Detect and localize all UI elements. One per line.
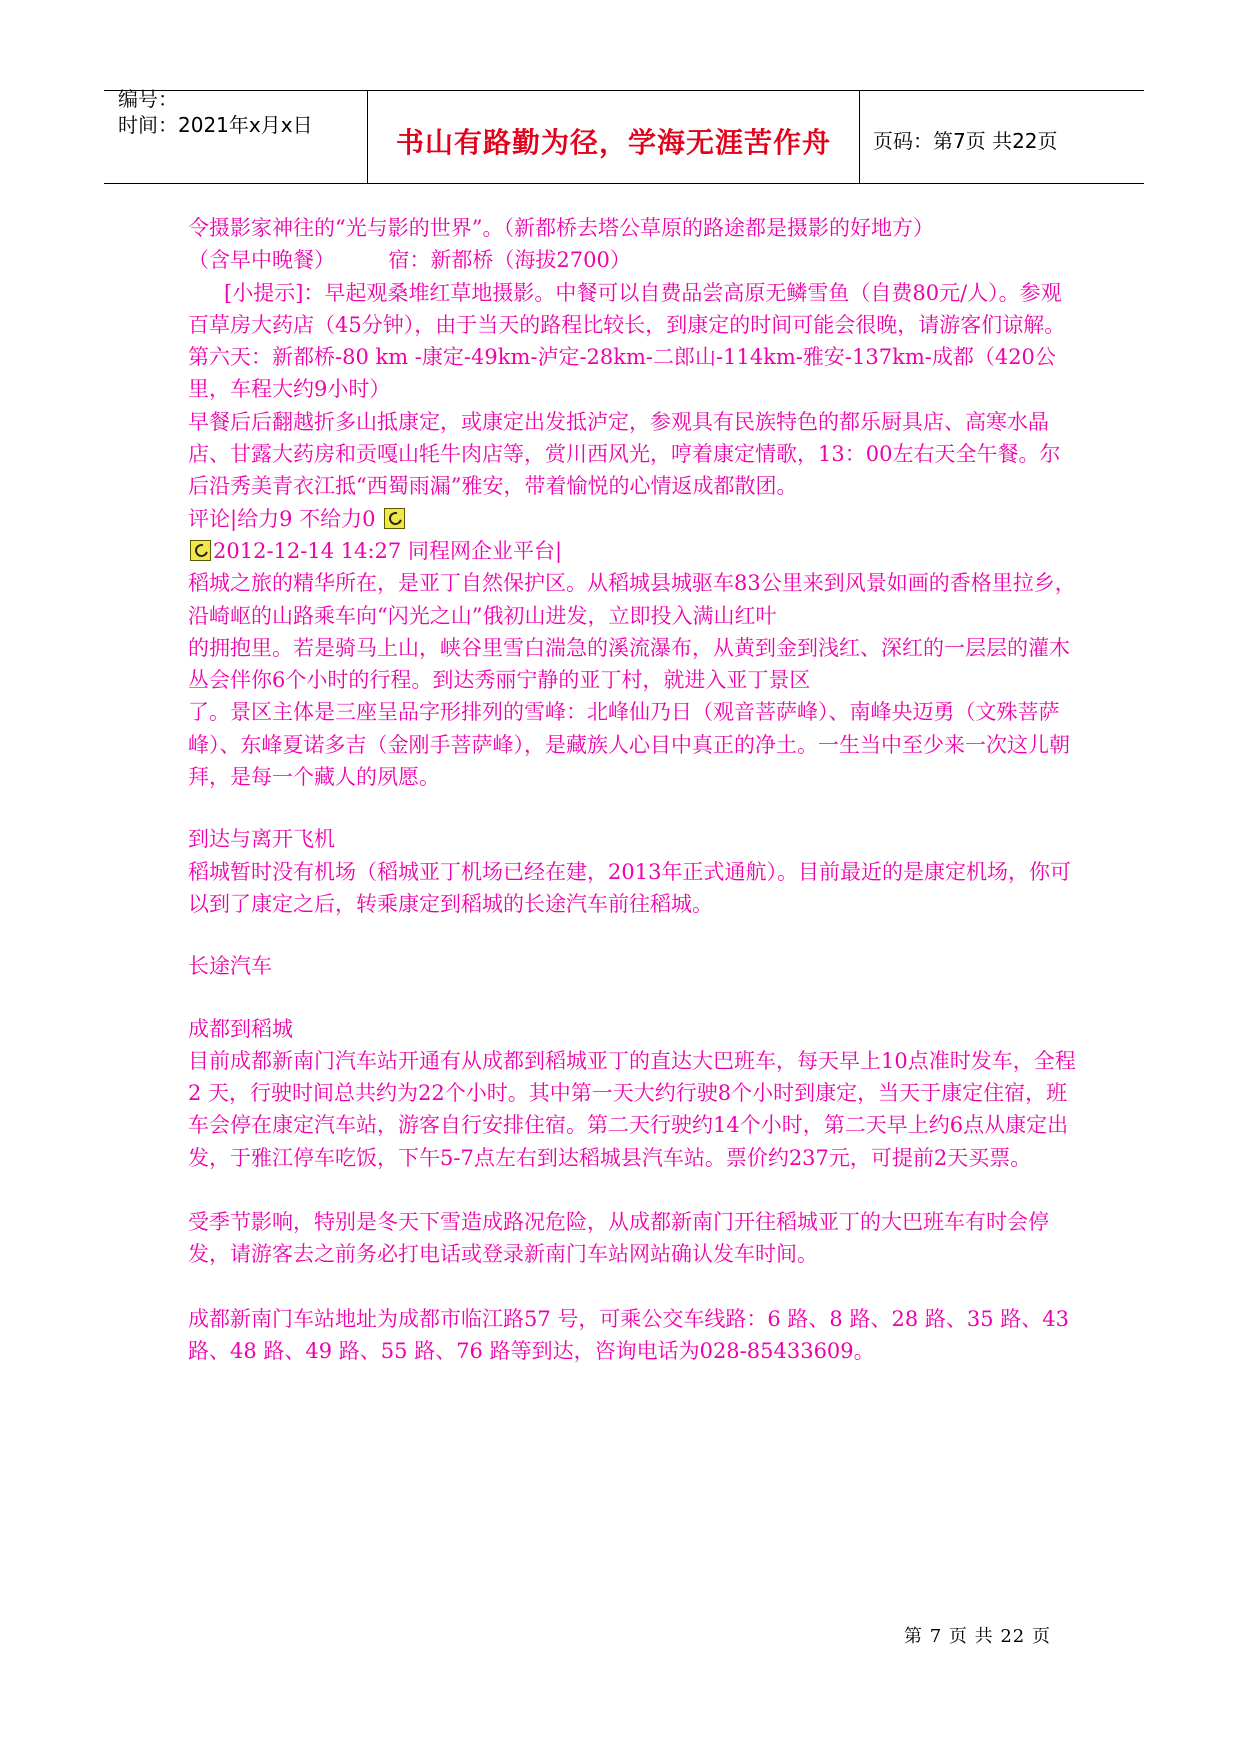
comment-stats: 评论|给力9 不给力0 xyxy=(188,506,376,531)
paragraph: 了。景区主体是三座呈品字形排列的雪峰：北峰仙乃日（观音菩萨峰）、南峰央迈勇（文殊菩萨峰）、东峰夏诺多吉（金刚手菩萨峰），是藏族人心目中真正的净土。一生当中至少来一次这儿朝拜，是每一个藏人的夙愿。 xyxy=(188,700,1070,790)
header-left-cell xyxy=(104,87,366,183)
paragraph: 第六天：新都桥-80 km -康定-49km-泸定-28km-二郎山-114km-雅安-137km-成都（420公里，车程大约9小时） xyxy=(188,345,1056,402)
section-heading: 到达与离开飞机 xyxy=(188,827,335,852)
comment-icon[interactable] xyxy=(190,540,211,561)
number-label: 编号： xyxy=(118,87,178,111)
document-body xyxy=(188,212,1076,1367)
paragraph: 的拥抱里。若是骑马上山，峡谷里雪白湍急的溪流瀑布，从黄到金到浅红、深红的一层层的灌木丛会伴你6个小时的行程。到达秀丽宁静的亚丁村，就进入亚丁景区 xyxy=(188,635,1070,693)
header-right-cell xyxy=(859,91,1144,183)
comment-icon[interactable] xyxy=(384,508,405,529)
section-heading: 成都到稻城 xyxy=(188,1016,293,1041)
motto: 书山有路勤为径，学海无涯苦作舟 xyxy=(395,126,831,159)
paragraph: 受季节影响，特别是冬天下雪造成路况危险，从成都新南门开往稻城亚丁的大巴班车有时会停发，请游客去之前务必打电话或登录新南门车站网站确认发车时间。 xyxy=(188,1210,1049,1267)
comment-line xyxy=(188,503,1076,535)
paragraph: 稻城之旅的精华所在，是亚丁自然保护区。从稻城县城驱车83公里来到风景如画的香格里拉乡，沿崎岖的山路乘车向“闪光之山”俄初山进发，立即投入满山红叶 xyxy=(188,571,1076,628)
page-code: 页码：第7页 共22页 xyxy=(873,129,1058,153)
time-label: 时间：2021年x月x日 xyxy=(118,113,313,137)
paragraph: （含早中晚餐） 宿：新都桥（海拔2700） xyxy=(188,248,631,273)
paragraph: 令摄影家神往的“光与影的世界”。（新都桥去塔公草原的路途都是摄影的好地方） xyxy=(188,216,934,240)
section-heading: 长途汽车 xyxy=(188,954,272,979)
header-motto-cell xyxy=(367,91,860,183)
post-meta-line xyxy=(188,535,1076,567)
paragraph: [小提示]：早起观桑堆红草地摄影。中餐可以自费品尝高原无鳞雪鱼（自费80元/人）。参观百草房大药店（45分钟），由于当天的路程比较长，到康定的时间可能会很晚，请游客们谅解。 xyxy=(188,280,1066,337)
page-header xyxy=(104,87,1144,184)
paragraph: 稻城暂时没有机场（稻城亚丁机场已经在建，2013年正式通航）。目前最近的是康定机场，你可以到了康定之后，转乘康定到稻城的长途汽车前往稻城。 xyxy=(188,859,1071,916)
post-meta: 2012-12-14 14:27 同程网企业平台| xyxy=(213,538,563,563)
page-footer: 第 7 页 共 22 页 xyxy=(904,1626,1051,1647)
paragraph: 成都新南门车站地址为成都市临江路57 号，可乘公交车线路：6 路、8 路、28 路、35 路、43 路、48 路、49 路、55 路、76 路等到达，咨询电话为028-85433609。 xyxy=(188,1306,1069,1363)
paragraph: 早餐后后翻越折多山抵康定，或康定出发抵泸定，参观具有民族特色的都乐厨具店、高寒水晶店、甘露大药房和贡嘎山牦牛肉店等，赏川西风光，哼着康定情歌，13：00左右天全午餐。尔后沿秀美青衣江抵“西蜀雨漏”雅安，带着愉悦的心情返成都散团。 xyxy=(188,409,1061,499)
paragraph: 目前成都新南门汽车站开通有从成都到稻城亚丁的直达大巴班车，每天早上10点准时发车，全程2 天，行驶时间总共约为22个小时。其中第一天大约行驶8个小时到康定，当天于康定住宿，班车会停在康定汽车站，游客自行安排住宿。第二天行驶约14个小时，第二天早上约6点从康定出发，于雅江停车吃饭，下午5-7点左右到达稻城县汽车站。票价约237元，可提前2天买票。 xyxy=(188,1048,1076,1170)
